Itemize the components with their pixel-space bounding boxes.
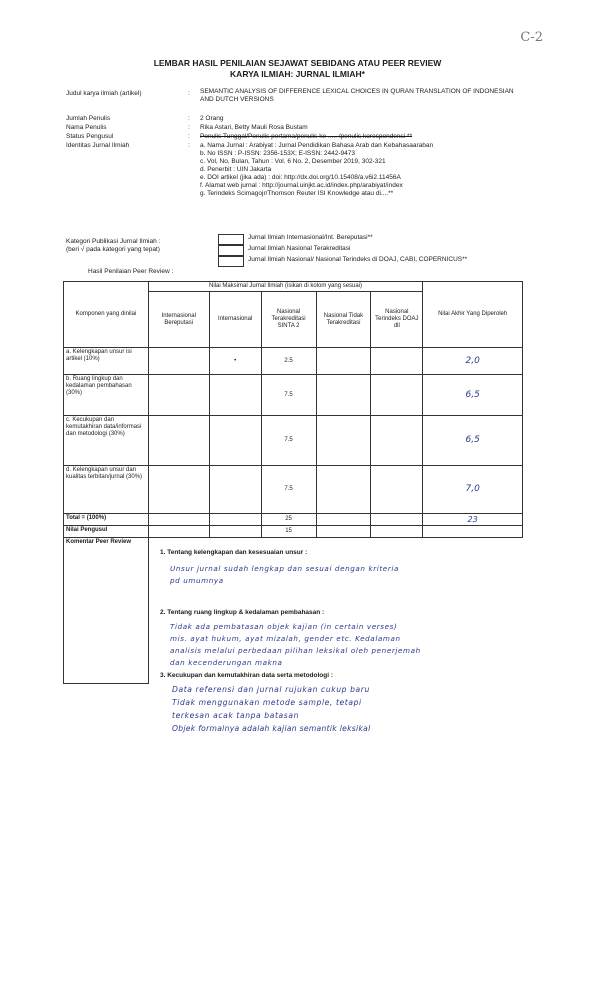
total-score: 23 — [423, 514, 523, 526]
hasil-label: Hasil Penilaian Peer Review : — [88, 268, 174, 275]
colon: : — [188, 133, 190, 140]
identitas-item: d. Penerbit : UIN Jakarta — [200, 166, 272, 173]
kategori-option: Jurnal Ilmiah Nasional Terakreditasi — [248, 245, 351, 252]
identitas-label: Identitas Jurnal Ilmiah — [66, 142, 130, 149]
table-row — [64, 416, 523, 466]
identitas-item: c. Vol, No, Bulan, Tahun : Vol. 6 No. 2, Desember 2019, 302-321 — [200, 158, 386, 165]
answer-1-line: Unsur jurnal sudah lengkap dan sesuai dengan kriteria — [170, 564, 399, 573]
row-score: 7,0 — [423, 466, 523, 514]
kategori-checkbox-nasional-terakreditasi[interactable] — [218, 245, 244, 256]
answer-2-line: mis. ayat hukum, ayat mizalah, gender etc. Kedalaman — [170, 634, 401, 643]
kategori-checkbox-internasional[interactable] — [218, 234, 244, 245]
identitas-list — [200, 142, 520, 198]
answer-2-line: Tidak ada pembatasan objek kajian (in certain verses) — [170, 622, 398, 631]
pengusul-row — [64, 526, 523, 538]
jumlah-label: Jumlah Penulis — [66, 115, 111, 122]
row-label: c. Kecukupan dan kemutakhiran data/informasi dan metodologi (30%) — [64, 416, 149, 466]
identitas-item: a. Nama Jurnal : Arabiyat : Jurnal Pendidikan Bahasa Arab dan Kebahasaaraban — [200, 142, 434, 149]
komentar-label: Komentar Peer Review — [64, 538, 149, 684]
total-label: Total = (100%) — [64, 514, 149, 526]
col-header: Nasional Terindeks DOAJ dll — [371, 292, 423, 348]
corner-code: C-2 — [520, 30, 543, 45]
identitas-item: f. Alamat web jurnal : http://journal.uinjkt.ac.id/index.php/arabiyat/index — [200, 182, 403, 189]
nilai-akhir-header: Nilai Akhir Yang Diperoleh — [423, 282, 523, 348]
row-max: 2.5 — [261, 348, 316, 375]
row-mark: • — [209, 348, 261, 375]
colon: : — [188, 115, 190, 122]
kategori-label — [66, 238, 216, 254]
judul-label: Judul karya ilmiah (artikel) — [66, 90, 142, 97]
colon: : — [188, 90, 190, 97]
table-row — [64, 348, 523, 375]
colon: : — [188, 142, 190, 149]
answer-3-line: terkesan acak tanpa batasan — [172, 711, 300, 720]
col-header: Internasional — [209, 292, 261, 348]
answer-3-line: Data referensi dan jurnal rujukan cukup baru — [172, 685, 370, 694]
status-label: Status Pengusul — [66, 133, 114, 140]
question-2: 2. Tentang ruang lingkup & kedalaman pembahasan : — [160, 609, 325, 616]
nama-value: Rika Astari, Betty Mauli Rosa Bustam — [200, 124, 308, 131]
row-max: 7.5 — [261, 466, 316, 514]
answer-3-line: Objek formalnya adalah kajian semantik leksikal — [172, 724, 371, 733]
total-row — [64, 514, 523, 526]
row-label: d. Kelengkapan unsur dan kualitas terbitan/jurnal (30%) — [64, 466, 149, 514]
answer-1-line: pd umumnya — [170, 576, 224, 585]
table-row — [64, 375, 523, 416]
table-row — [64, 466, 523, 514]
nilai-max-header: Nilai Maksimal Jurnal Ilmiah (isikan di kolom yang sesuai) — [148, 282, 423, 292]
page-subtitle: KARYA ILMIAH: JURNAL ILMIAH* — [230, 69, 365, 79]
kategori-option: Jurnal Ilmiah Nasional/ Nasional Terindeks di DOAJ, CABI, COPERNICUS** — [248, 256, 468, 263]
row-max: 7.5 — [261, 416, 316, 466]
question-3: 3. Kecukupan dan kemutakhiran data serta metodologi : — [160, 672, 334, 679]
total-max: 25 — [261, 514, 316, 526]
kategori-checkbox-nasional[interactable] — [218, 256, 244, 267]
identitas-item: e. DOI artikel (jika ada) : doi: http://dx.doi.org/10.15408/a.v6i2.11456A — [200, 174, 401, 181]
row-score: 6,5 — [423, 375, 523, 416]
kategori-label-note: (beri √ pada kategori yang tepat) — [66, 246, 160, 253]
identitas-item: g. Terindeks Scimagojr/Thomson Reuter ISI Knowledge atau di....** — [200, 190, 394, 197]
judul-value: SEMANTIC ANALYSIS OF DIFFERENCE LEXICAL CHOICES IN QURAN TRANSLATION OF INDONESIAN AND DUTCH VERSIONS — [200, 88, 514, 103]
answer-2-line: analisis melalui perbedaan pilihan leksikal oleh penerjemah — [170, 646, 421, 655]
col-header: Nasional Tidak Terakreditasi — [316, 292, 371, 348]
identitas-item: b. No ISSN : P-ISSN: 2356-153X; E-ISSN: 2442-9473 — [200, 150, 355, 157]
question-1: 1. Tentang kelengkapan dan kesesuaian unsur : — [160, 549, 308, 556]
col-header: Internasional Bereputasi — [148, 292, 209, 348]
answer-2-line: dan kecenderungan makna — [170, 658, 283, 667]
nama-label: Nama Penulis — [66, 124, 107, 131]
col-header: Nasional Terakreditasi SINTA 2 — [261, 292, 316, 348]
jumlah-value: 2 Orang — [200, 115, 224, 122]
row-score: 6,5 — [423, 416, 523, 466]
answer-3-line: Tidak menggunakan metode sample, tetapi — [172, 698, 362, 707]
status-value: Penulis Tunggal/Penulis pertama/penulis ke ..... /penulis korespondensi ** — [200, 133, 413, 140]
kategori-option: Jurnal Ilmiah Internasional/Int. Bereputasi** — [248, 234, 373, 241]
row-max: 7.5 — [261, 375, 316, 416]
row-label: b. Ruang lingkup dan kedalaman pembahasan (30%) — [64, 375, 149, 416]
colon: : — [188, 124, 190, 131]
nilai-pengusul-label: Nilai Pengusul — [64, 526, 149, 538]
row-score: 2,0 — [423, 348, 523, 375]
komponen-header: Komponen yang dinilai — [64, 282, 149, 348]
page-title: LEMBAR HASIL PENILAIAN SEJAWAT SEBIDANG ATAU PEER REVIEW — [153, 58, 442, 68]
nilai-pengusul-value: 15 — [261, 526, 316, 538]
row-label: a. Kelengkapan unsur isi artikel (10%) — [64, 348, 149, 375]
kategori-label-line: Kategori Publikasi Jurnal Ilmiah : — [66, 238, 161, 245]
